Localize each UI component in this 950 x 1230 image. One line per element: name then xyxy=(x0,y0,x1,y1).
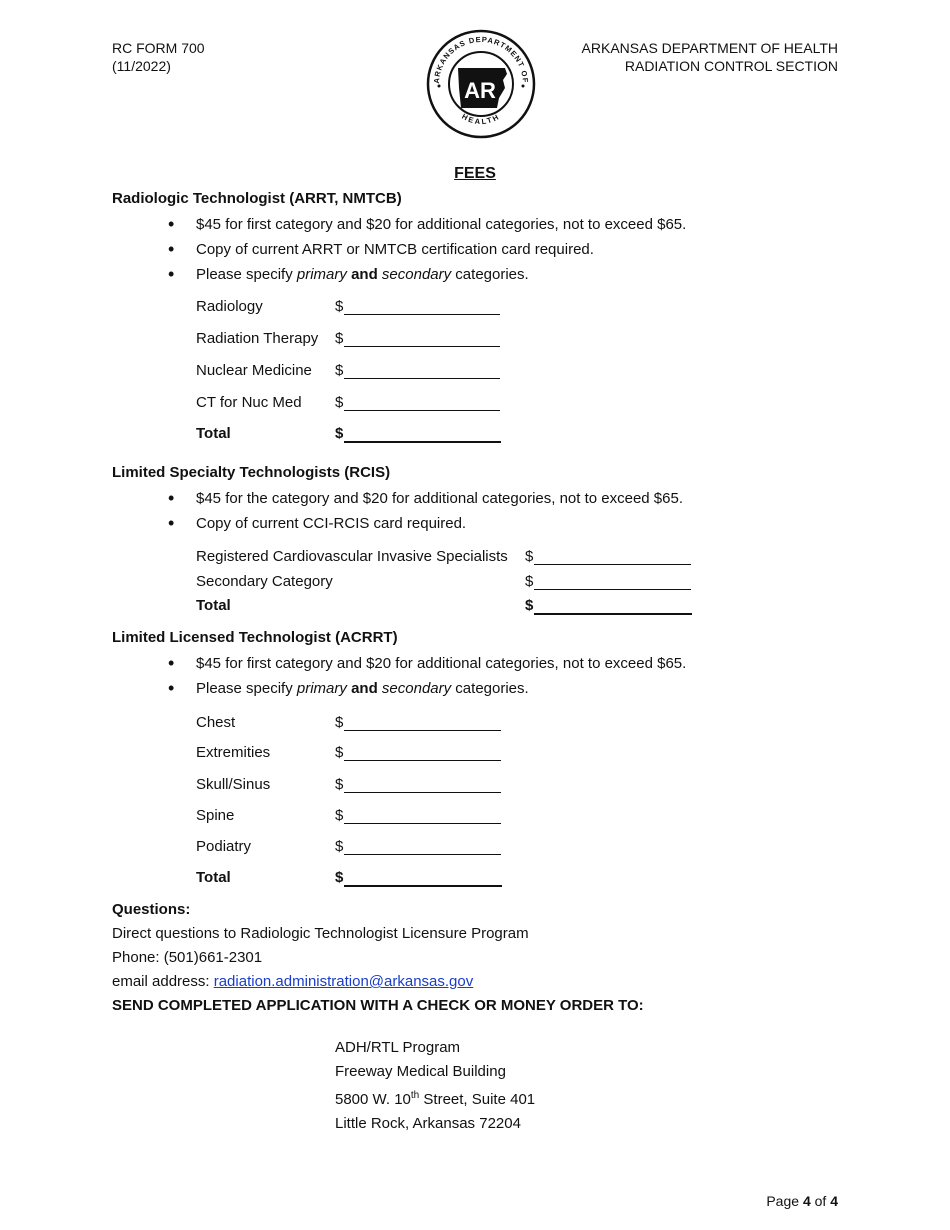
specify-pre: Please specify xyxy=(196,680,297,697)
fee-amount-field[interactable] xyxy=(344,743,501,761)
dollar-sign: $ xyxy=(335,807,344,824)
send-instructions: SEND COMPLETED APPLICATION WITH A CHECK OR MONEY ORDER TO: xyxy=(112,997,644,1014)
address-street-b: Street, Suite 401 xyxy=(419,1091,536,1108)
rt-bullet-list xyxy=(160,212,686,287)
address-street-sup: th xyxy=(410,1090,420,1101)
fee-label: Extremities xyxy=(196,744,271,761)
seal-logo: AR xyxy=(464,78,496,103)
rt-bullet: • Copy of current ARRT or NMTCB certification card required. xyxy=(160,237,686,262)
specify-post: categories. xyxy=(451,266,529,283)
page-current: 4 xyxy=(802,1193,811,1209)
specify-primary: primary xyxy=(296,266,347,283)
dollar-sign: $ xyxy=(335,298,344,315)
dollar-sign: $ xyxy=(335,362,344,379)
page-of: of xyxy=(810,1193,831,1209)
questions-email-line xyxy=(112,970,644,994)
form-id-block xyxy=(112,39,205,75)
fee-amount-field[interactable] xyxy=(344,297,500,315)
email-link[interactable]: radiation.administration@arkansas.gov xyxy=(213,973,474,990)
specify-pre: Please specify xyxy=(196,266,297,283)
address-street-a: 5800 W. 10 xyxy=(335,1091,411,1108)
dollar-sign: $ xyxy=(335,838,344,855)
dollar-sign: $ xyxy=(335,394,344,411)
fee-label: CT for Nuc Med xyxy=(196,394,302,411)
questions-block xyxy=(112,898,644,1018)
total-amount-field[interactable] xyxy=(344,424,501,443)
fee-label: Secondary Category xyxy=(196,573,333,590)
svg-text:HEALTH xyxy=(460,112,501,126)
total-label: Total xyxy=(196,597,231,614)
specify-and: and xyxy=(346,680,382,697)
dollar-sign: $ xyxy=(335,869,344,886)
ll-bullet-specify xyxy=(160,676,686,701)
ls-bullet-list xyxy=(160,486,683,536)
address-line3 xyxy=(335,1084,535,1112)
fee-label: Radiation Therapy xyxy=(196,330,319,347)
fee-amount-field[interactable] xyxy=(534,572,691,590)
dollar-sign: $ xyxy=(335,744,344,761)
specify-secondary: secondary xyxy=(381,680,452,697)
dollar-sign: $ xyxy=(335,425,344,442)
rt-heading: Radiologic Technologist (ARRT, NMTCB) xyxy=(112,190,402,207)
page-number xyxy=(766,1193,838,1209)
dollar-sign: $ xyxy=(525,548,534,565)
fee-label: Spine xyxy=(196,807,235,824)
fee-label: Chest xyxy=(196,714,236,731)
specify-and: and xyxy=(346,266,382,283)
seal-text-top: ARKANSAS DEPARTMENT OF xyxy=(431,34,531,84)
rt-bullet-specify xyxy=(160,262,686,287)
total-label: Total xyxy=(196,425,231,442)
agency-block xyxy=(582,39,838,75)
form-id: RC FORM 700 xyxy=(112,40,205,56)
form-date: (11/2022) xyxy=(112,58,171,74)
ll-bullet-list xyxy=(160,651,686,701)
specify-secondary: secondary xyxy=(381,266,452,283)
dollar-sign: $ xyxy=(335,776,344,793)
agency-name: ARKANSAS DEPARTMENT OF HEALTH xyxy=(581,40,838,56)
page-total: 4 xyxy=(830,1193,838,1209)
rt-bullet: • $45 for first category and $20 for additional categories, not to exceed $65. xyxy=(160,212,686,237)
address-line2: Freeway Medical Building xyxy=(335,1063,506,1080)
questions-phone: Phone: (501)661-2301 xyxy=(112,949,263,966)
ls-heading: Limited Specialty Technologists (RCIS) xyxy=(112,464,391,481)
ls-bullet: • $45 for the category and $20 for additional categories, not to exceed $65. xyxy=(160,486,683,511)
specify-post: categories. xyxy=(451,680,529,697)
agency-section: RADIATION CONTROL SECTION xyxy=(624,58,838,74)
fee-amount-field[interactable] xyxy=(344,775,501,793)
seal-text-bottom: HEALTH xyxy=(460,111,502,127)
fee-label: Radiology xyxy=(196,298,263,315)
mailing-address xyxy=(335,1036,535,1136)
ls-bullet: • Copy of current CCI-RCIS card required. xyxy=(160,511,683,536)
fee-amount-field[interactable] xyxy=(344,361,500,379)
page-pre: Page xyxy=(766,1193,803,1209)
address-line4: Little Rock, Arkansas 72204 xyxy=(335,1115,521,1132)
page-title: FEES xyxy=(454,165,496,182)
dollar-sign: $ xyxy=(335,330,344,347)
fee-label: Registered Cardiovascular Invasive Specialists xyxy=(196,548,508,565)
questions-direct: Direct questions to Radiologic Technologist Licensure Program xyxy=(112,925,529,942)
address-line1: ADH/RTL Program xyxy=(335,1039,461,1056)
health-department-seal xyxy=(425,28,537,140)
fee-label: Skull/Sinus xyxy=(196,776,271,793)
email-label: email address: xyxy=(112,973,214,990)
fee-amount-field[interactable] xyxy=(344,329,500,347)
total-amount-field[interactable] xyxy=(344,868,502,887)
ll-bullet: • $45 for first category and $20 for additional categories, not to exceed $65. xyxy=(160,651,686,676)
fee-label: Nuclear Medicine xyxy=(196,362,312,379)
dollar-sign: $ xyxy=(525,597,534,614)
dollar-sign: $ xyxy=(525,573,534,590)
dollar-sign: $ xyxy=(335,714,344,731)
questions-heading: Questions: xyxy=(112,901,191,918)
specify-primary: primary xyxy=(296,680,347,697)
total-amount-field[interactable] xyxy=(534,596,692,615)
fee-amount-field[interactable] xyxy=(344,837,501,855)
total-label: Total xyxy=(196,869,231,886)
fee-amount-field[interactable] xyxy=(534,547,691,565)
fee-amount-field[interactable] xyxy=(344,806,501,824)
fee-amount-field[interactable] xyxy=(344,713,501,731)
fee-amount-field[interactable] xyxy=(344,393,500,411)
ll-heading: Limited Licensed Technologist (ACRRT) xyxy=(112,629,398,646)
fee-label: Podiatry xyxy=(196,838,252,855)
